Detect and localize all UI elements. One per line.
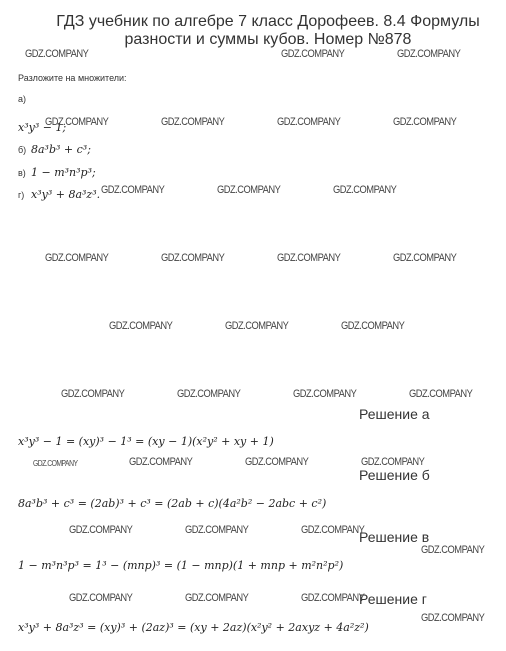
watermark: GDZ.COMPANY [185,592,249,604]
page-title: ГДЗ учебник по алгебре 7 класс Дорофеев. 8.4 Формулы разности и суммы кубов. Номер №878 [56,13,480,48]
watermark: GDZ.COMPANY [421,544,485,556]
task-expression-c: 1 − m³n³p³; [31,166,96,179]
solution-a-formula: x³y³ − 1 = (xy)³ − 1³ = (xy − 1)(x²y² + xy + 1) [18,435,274,448]
task-label-a: а) [18,94,27,104]
watermark: GDZ.COMPANY [393,116,457,128]
watermark: GDZ.COMPANY [277,252,341,264]
watermark: GDZ.COMPANY [393,252,457,264]
watermark: GDZ.COMPANY [61,388,125,400]
solution-a-heading: Решение а [359,406,430,422]
watermark: GDZ.COMPANY [277,116,341,128]
watermark: GDZ.COMPANY [69,592,133,604]
watermark: GDZ.COMPANY [225,320,289,332]
task-expression-d: x³y³ + 8a³z³. [31,188,101,201]
watermark: GDZ.COMPANY [293,388,357,400]
watermark: GDZ.COMPANY [33,459,78,468]
watermark: GDZ.COMPANY [45,116,109,128]
watermark: GDZ.COMPANY [333,184,397,196]
solution-b-heading: Решение б [359,467,430,483]
solution-d-heading: Решение г [359,591,427,607]
watermark: GDZ.COMPANY [301,592,365,604]
watermark: GDZ.COMPANY [69,524,133,536]
watermark: GDZ.COMPANY [129,456,193,468]
task-instruction: Разложите на множители: [18,73,127,83]
watermark: GDZ.COMPANY [341,320,405,332]
solution-d-formula: x³y³ + 8a³z³ = (xy)³ + (2az)³ = (xy + 2az)(x²y² + 2axyz + 4a²z²) [18,621,369,634]
task-label-b: б) [18,145,27,155]
task-expression-a: x³y³ − 1; [18,121,67,134]
solution-c-formula: 1 − m³n³p³ = 1³ − (mnp)³ = (1 − mnp)(1 + mnp + m²n²p²) [18,559,344,572]
task-label-d: г) [18,190,25,200]
watermark: GDZ.COMPANY [421,612,485,624]
solution-b-formula: 8a³b³ + c³ = (2ab)³ + c³ = (2ab + c)(4a²b² − 2abc + c²) [18,497,327,510]
watermark: GDZ.COMPANY [25,48,89,60]
watermark: GDZ.COMPANY [281,48,345,60]
watermark: GDZ.COMPANY [177,388,241,400]
watermark: GDZ.COMPANY [101,184,165,196]
watermark: GDZ.COMPANY [161,116,225,128]
watermark: GDZ.COMPANY [45,252,109,264]
solution-c-heading: Решение в [359,529,430,545]
task-label-c: в) [18,168,26,178]
watermark: GDZ.COMPANY [409,388,473,400]
watermark: GDZ.COMPANY [161,252,225,264]
watermark: GDZ.COMPANY [301,524,365,536]
task-expression-b: 8a³b³ + c³; [31,143,91,156]
watermark: GDZ.COMPANY [397,48,461,60]
watermark: GDZ.COMPANY [185,524,249,536]
watermark: GDZ.COMPANY [245,456,309,468]
watermark: GDZ.COMPANY [109,320,173,332]
watermark: GDZ.COMPANY [217,184,281,196]
watermark: GDZ.COMPANY [361,456,425,468]
